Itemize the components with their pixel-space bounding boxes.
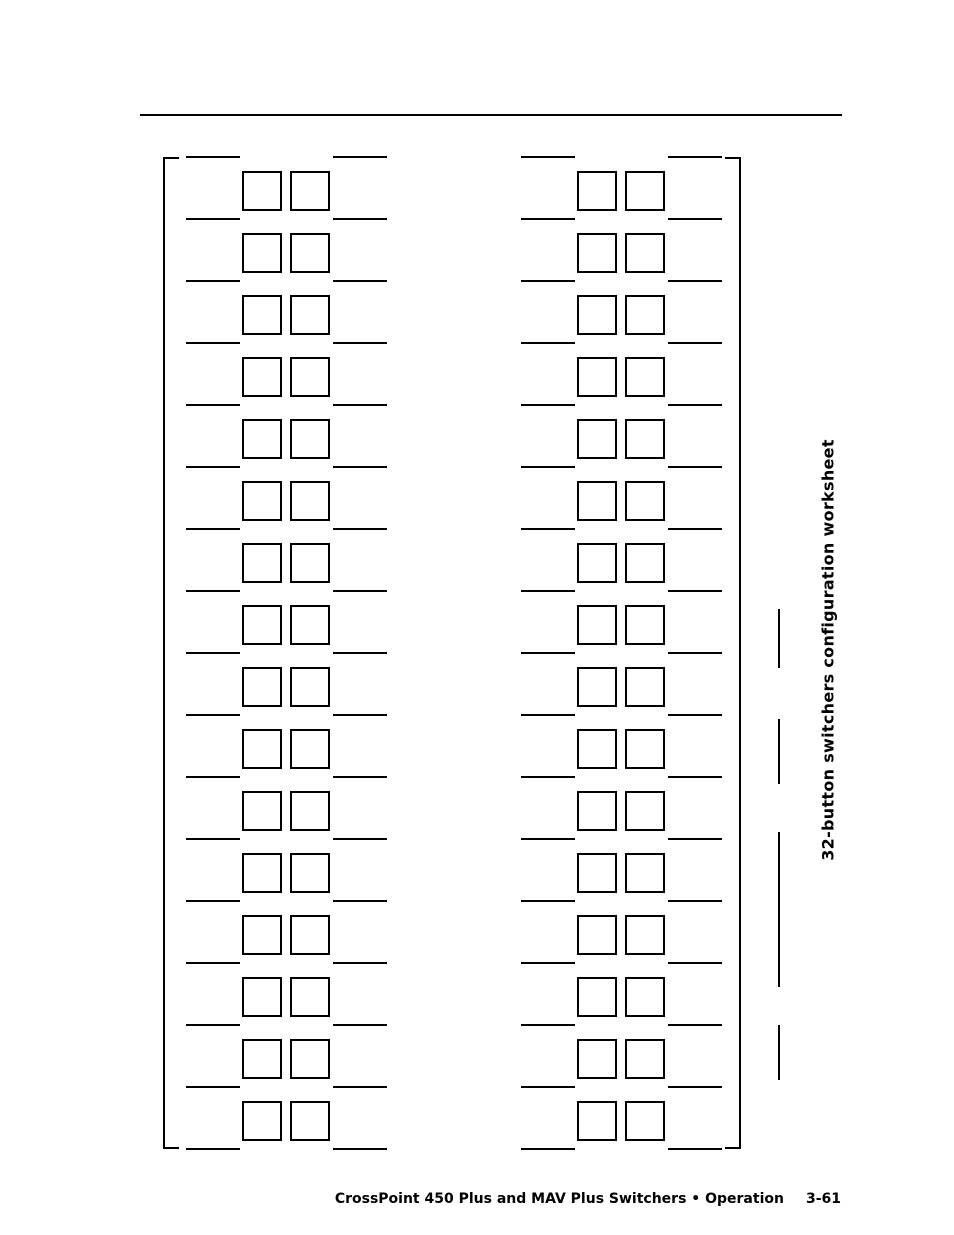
label-line [521,900,575,902]
label-line [521,342,575,344]
button-box[interactable] [242,791,282,831]
button-box[interactable] [290,295,330,335]
label-line [668,590,722,592]
label-line [333,342,387,344]
button-box[interactable] [625,977,665,1017]
button-box[interactable] [625,233,665,273]
button-box[interactable] [625,667,665,707]
button-box[interactable] [242,667,282,707]
label-line [521,1148,575,1150]
button-box[interactable] [625,853,665,893]
label-line [186,404,240,406]
worksheet-title: 32-button switchers configuration worksheet [818,439,838,861]
label-line [668,1086,722,1088]
label-line [668,466,722,468]
side-line [778,609,780,668]
button-box[interactable] [242,1101,282,1141]
top-rule [140,114,842,116]
button-box[interactable] [577,977,617,1017]
button-box[interactable] [577,171,617,211]
label-line [521,590,575,592]
button-box[interactable] [242,853,282,893]
button-box[interactable] [290,233,330,273]
button-box[interactable] [290,605,330,645]
button-box[interactable] [625,605,665,645]
footer-text: CrossPoint 450 Plus and MAV Plus Switchers • Operation [334,1191,784,1207]
label-line [186,962,240,964]
label-line [521,404,575,406]
button-box[interactable] [290,481,330,521]
label-line [186,1024,240,1026]
label-line [668,776,722,778]
button-box[interactable] [625,357,665,397]
button-box[interactable] [577,605,617,645]
label-line [186,156,240,158]
label-line [186,342,240,344]
button-box[interactable] [577,357,617,397]
button-box[interactable] [625,791,665,831]
label-line [186,590,240,592]
button-box[interactable] [290,357,330,397]
button-box[interactable] [242,357,282,397]
label-line [186,1086,240,1088]
label-line [333,404,387,406]
label-line [333,1086,387,1088]
label-line [186,1148,240,1150]
button-box[interactable] [625,1039,665,1079]
label-line [333,838,387,840]
button-box[interactable] [577,1101,617,1141]
label-line [521,776,575,778]
button-box[interactable] [577,791,617,831]
label-line [333,652,387,654]
label-line [333,900,387,902]
button-box[interactable] [290,853,330,893]
label-line [668,900,722,902]
label-line [668,714,722,716]
label-line [521,218,575,220]
label-line [521,714,575,716]
label-line [186,528,240,530]
button-box[interactable] [290,419,330,459]
label-line [333,218,387,220]
label-line [668,652,722,654]
label-line [668,528,722,530]
button-box[interactable] [625,171,665,211]
label-line [186,280,240,282]
button-box[interactable] [290,171,330,211]
label-line [333,1148,387,1150]
button-box[interactable] [242,605,282,645]
label-line [333,280,387,282]
button-box[interactable] [625,543,665,583]
side-line [778,719,780,784]
button-box[interactable] [242,233,282,273]
side-line [778,1025,780,1080]
button-box[interactable] [242,915,282,955]
button-box[interactable] [290,977,330,1017]
button-box[interactable] [625,481,665,521]
label-line [668,1024,722,1026]
button-box[interactable] [242,1039,282,1079]
button-box[interactable] [577,543,617,583]
label-line [668,280,722,282]
label-line [333,1024,387,1026]
button-box[interactable] [290,667,330,707]
label-line [521,1024,575,1026]
button-box[interactable] [577,667,617,707]
label-line [333,962,387,964]
button-box[interactable] [290,791,330,831]
label-line [186,218,240,220]
label-line [668,838,722,840]
button-box[interactable] [242,977,282,1017]
button-box[interactable] [577,419,617,459]
button-box[interactable] [577,1039,617,1079]
button-box[interactable] [577,295,617,335]
label-line [186,466,240,468]
button-box[interactable] [577,233,617,273]
button-box[interactable] [577,729,617,769]
button-box[interactable] [242,729,282,769]
button-box[interactable] [625,419,665,459]
button-box[interactable] [242,481,282,521]
button-box[interactable] [242,171,282,211]
label-line [333,156,387,158]
label-line [333,466,387,468]
side-line [778,832,780,987]
label-line [521,280,575,282]
label-line [521,528,575,530]
button-box[interactable] [242,543,282,583]
button-box[interactable] [625,1101,665,1141]
label-line [333,528,387,530]
button-box[interactable] [290,543,330,583]
label-line [521,1086,575,1088]
label-line [333,776,387,778]
button-box[interactable] [625,295,665,335]
label-line [668,342,722,344]
label-line [521,652,575,654]
button-box[interactable] [242,419,282,459]
label-line [521,466,575,468]
label-line [333,714,387,716]
label-line [668,962,722,964]
label-line [668,404,722,406]
button-box[interactable] [625,915,665,955]
button-box[interactable] [242,295,282,335]
label-line [186,900,240,902]
button-box[interactable] [290,1101,330,1141]
label-line [186,776,240,778]
button-box[interactable] [290,915,330,955]
button-box[interactable] [625,729,665,769]
button-box[interactable] [577,915,617,955]
page-number: 3-61 [805,1191,841,1207]
button-box[interactable] [290,1039,330,1079]
label-line [668,156,722,158]
label-line [186,838,240,840]
label-line [521,156,575,158]
label-line [186,652,240,654]
label-line [186,714,240,716]
label-line [668,218,722,220]
label-line [668,1148,722,1150]
button-box[interactable] [577,853,617,893]
label-line [333,590,387,592]
page-footer [335,1191,841,1207]
button-box[interactable] [577,481,617,521]
label-line [521,962,575,964]
button-box[interactable] [290,729,330,769]
label-line [521,838,575,840]
